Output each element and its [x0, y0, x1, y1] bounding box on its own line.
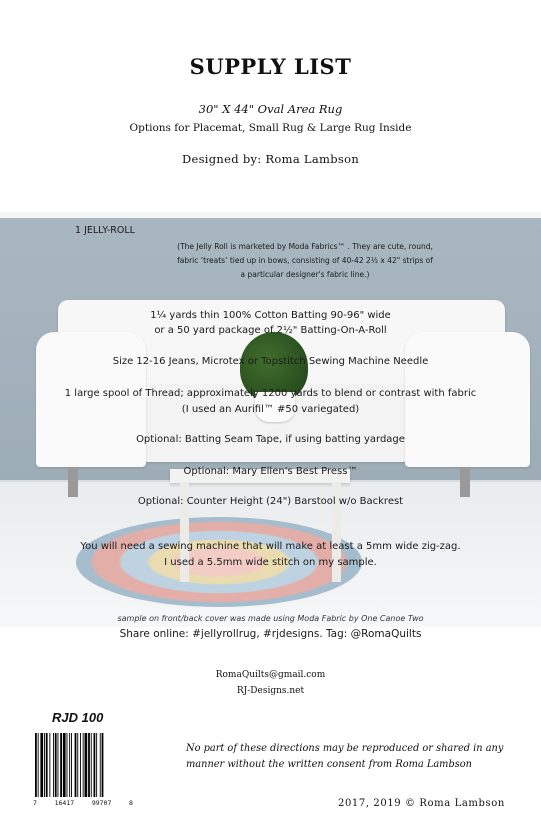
barcode-number [33, 799, 133, 807]
sample-fabric-note: sample on front/back cover was made using Moda Fabric by One Canoe Two [117, 614, 424, 623]
barcode-bar [35, 733, 37, 797]
jelly-roll-item: 1 JELLY-ROLL [75, 225, 135, 236]
barcode-bar [46, 733, 48, 797]
barcode-bar [69, 733, 70, 797]
batting-item: 1¼ yards thin 100% Cotton Batting 90-96" wide [150, 310, 391, 321]
copyright-line: 2017, 2019 © Roma Lambson [338, 798, 505, 809]
barcode-bar [100, 733, 101, 797]
rug-size-subtitle: 30" X 44" Oval Area Rug [198, 102, 343, 116]
barcode-bar [53, 733, 54, 797]
page-title: SUPPLY LIST [189, 54, 352, 79]
barcode-bar [77, 733, 78, 797]
barcode-digit-group: 8 [129, 799, 133, 807]
barcode-bar [94, 733, 96, 797]
contact-email: RomaQuilts@gmail.com [215, 670, 326, 680]
thread-item-note: (I used an Aurifil™ #50 variegated) [181, 404, 360, 415]
designer-credit: Designed by: Roma Lambson [181, 152, 360, 166]
barcode-bar [85, 733, 88, 797]
batting-item-alt: or a 50 yard package of 2½" Batting-On-A-Roll [154, 325, 387, 336]
product-code: RJD 100 [52, 710, 104, 725]
barcode-bar [80, 733, 81, 797]
barcode-digit-group: 99707 [91, 799, 112, 807]
barcode-bar [88, 733, 90, 797]
barcode-bar [49, 733, 50, 797]
barcode-digit-group: 7 [33, 799, 37, 807]
barcode-bar [40, 733, 43, 797]
sewing-machine-note: I used a 5.5mm wide stitch on my sample. [164, 557, 377, 568]
barstool-item: Optional: Counter Height (24") Barstool w/o Backrest [137, 496, 404, 507]
barcode-bar [96, 733, 97, 797]
barcode-bar [63, 733, 66, 797]
barcode-bar [55, 733, 57, 797]
barcode-bar [91, 733, 92, 797]
barcode-bar [102, 733, 104, 797]
barcode-bar [44, 733, 45, 797]
best-press-item: Optional: Mary Ellen's Best Press™ [183, 466, 358, 477]
barcode [33, 733, 133, 797]
needle-item: Size 12-16 Jeans, Microtex or Topstitch Sewing Machine Needle [112, 356, 429, 367]
thread-item: 1 large spool of Thread; approximately 1200 yards to blend or contrast with fabric [64, 388, 477, 399]
barcode-bar [60, 733, 62, 797]
share-online-text: Share online: #jellyrollrug, #rjdesigns. Tag: @RomaQuilts [119, 628, 422, 640]
barcode-digit-group: 16417 [54, 799, 75, 807]
barcode-bar [58, 733, 59, 797]
barcode-bar [71, 733, 72, 797]
sofa-arm-left [36, 332, 146, 467]
barcode-bar [83, 733, 84, 797]
contact-website: RJ-Designs.net [236, 686, 305, 696]
copyright-notice: No part of these directions may be reproduced or shared in any manner without the written consent from Roma Lambson [186, 743, 504, 770]
barcode-bar [67, 733, 68, 797]
jelly-roll-note: (The Jelly Roll is marketed by Moda Fabrics™ . They are cute, round, fabric ‘treats’ tied up in bows, consisting of 40-42 2½ x 42" strips of a particular designer's fabric line.) [177, 242, 433, 279]
barcode-bar [75, 733, 77, 797]
sewing-machine-item: You will need a sewing machine that will make at least a 5mm wide zig-zag. [80, 541, 461, 552]
options-subtitle: Options for Placemat, Small Rug & Large Rug Inside [129, 122, 412, 134]
barcode-bar [38, 733, 39, 797]
seam-tape-item: Optional: Batting Seam Tape, if using batting yardage [136, 434, 405, 445]
sofa-arm-right [405, 332, 530, 467]
